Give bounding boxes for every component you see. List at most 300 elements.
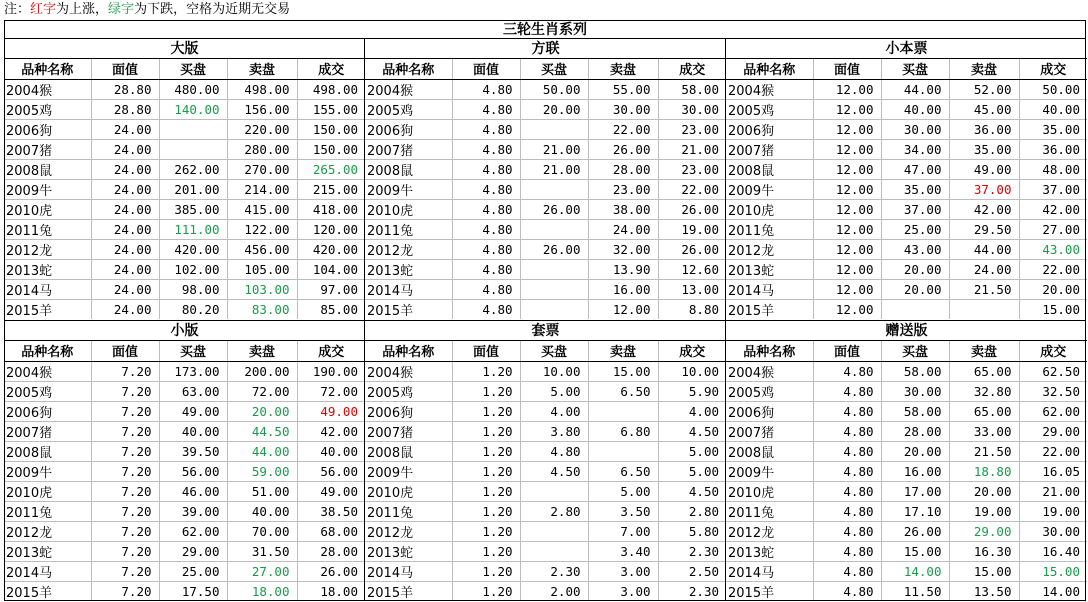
column-header: 品种名称 [4,341,91,361]
price-cell: 48.00 [1019,159,1087,179]
table-row [726,481,1087,501]
price-cell: 12.00 [813,139,881,159]
price-cell: 58.00 [658,79,726,99]
price-cell: 5.00 [520,381,588,401]
price-cell: 55.00 [588,79,658,99]
note-green-word: 绿字 [108,2,135,17]
price-cell: 42.00 [1019,199,1087,219]
table-row [4,561,365,581]
variety-name-cell: 2005鸡 [6,385,53,401]
price-cell: 62.00 [1019,401,1087,421]
price-cell: 4.80 [813,501,881,521]
variety-name-cell: 2014马 [6,283,53,299]
price-cell: 40.00 [227,501,297,521]
price-cell: 32.00 [588,239,658,259]
variety-name-cell: 2014马 [367,565,414,581]
price-cell: 418.00 [297,199,365,219]
price-cell: 24.00 [91,199,159,219]
table-row [4,581,365,601]
column-header: 成交 [1019,59,1087,79]
price-cell: 62.00 [159,521,227,541]
price-cell: 44.00 [227,441,297,461]
column-header: 品种名称 [726,59,813,79]
price-cell: 13.50 [949,581,1019,601]
price-table [4,341,365,601]
price-cell: 4.80 [813,421,881,441]
price-cell: 111.00 [159,219,227,239]
block-xiaobenpiao [726,39,1087,319]
price-cell: 29.00 [1019,421,1087,441]
variety-name-cell: 2010虎 [6,203,53,219]
table-row [4,299,365,319]
column-header: 面值 [452,341,520,361]
variety-name-cell: 2005鸡 [728,385,775,401]
price-cell: 30.00 [1019,521,1087,541]
price-cell: 480.00 [159,79,227,99]
price-cell: 12.00 [813,219,881,239]
variety-name-cell: 2009牛 [728,183,775,199]
price-cell: 24.00 [91,279,159,299]
price-cell: 6.50 [588,461,658,481]
variety-name-cell: 2010虎 [728,485,775,501]
price-cell: 43.00 [881,239,949,259]
variety-name-cell: 2005鸡 [728,103,775,119]
price-cell: 1.20 [452,541,520,561]
column-header: 买盘 [881,341,949,361]
variety-name-cell: 2006狗 [6,123,53,139]
block-title: 大版 [4,39,365,59]
variety-name-cell: 2009牛 [367,183,414,199]
price-cell: 3.80 [520,421,588,441]
price-cell: 2.50 [658,561,726,581]
price-cell: 4.80 [452,279,520,299]
variety-name-cell: 2011兔 [6,223,53,239]
variety-name-cell: 2012龙 [6,243,53,259]
price-cell: 18.80 [949,461,1019,481]
variety-name-cell: 2012龙 [6,525,53,541]
price-cell: 13.90 [588,259,658,279]
price-cell: 14.00 [881,561,949,581]
price-cell: 52.00 [949,79,1019,99]
variety-name-cell: 2013蛇 [367,545,414,561]
price-cell: 3.40 [588,541,658,561]
price-cell: 420.00 [159,239,227,259]
legend-note [4,1,290,19]
price-cell: 104.00 [297,259,365,279]
variety-name-cell: 2006狗 [728,123,775,139]
price-cell: 63.00 [159,381,227,401]
price-cell: 26.00 [520,239,588,259]
price-cell: 58.00 [881,361,949,381]
column-header: 买盘 [520,341,588,361]
price-cell: 1.20 [452,581,520,601]
price-cell: 29.50 [949,219,1019,239]
price-cell: 5.90 [658,381,726,401]
price-cell: 5.00 [588,481,658,501]
variety-name-cell: 2004猴 [728,365,775,381]
price-cell: 5.80 [658,521,726,541]
price-cell: 21.00 [520,139,588,159]
price-cell: 39.50 [159,441,227,461]
table-row [365,79,726,99]
price-cell: 4.80 [813,561,881,581]
variety-name-cell: 2014马 [367,283,414,299]
price-cell: 49.00 [297,401,365,421]
price-cell: 23.00 [658,119,726,139]
column-header: 面值 [452,59,520,79]
price-cell: 7.20 [91,381,159,401]
price-cell: 30.00 [588,99,658,119]
price-cell: 24.00 [91,259,159,279]
table-row [365,421,726,441]
variety-name-cell: 2009牛 [6,465,53,481]
block-dab [4,39,365,319]
price-cell: 18.00 [297,581,365,601]
price-cell: 24.00 [91,179,159,199]
price-cell: 2.30 [658,541,726,561]
variety-name-cell: 2006狗 [6,405,53,421]
price-cell: 4.50 [658,421,726,441]
price-cell: 39.00 [159,501,227,521]
price-cell [520,299,588,319]
table-row [726,361,1087,381]
price-cell: 43.00 [1019,239,1087,259]
variety-name-cell: 2009牛 [6,183,53,199]
sheet-title: 三轮生肖系列 [4,20,1086,39]
table-row [726,541,1087,561]
variety-name-cell: 2012龙 [728,243,775,259]
variety-name-cell: 2011兔 [6,505,53,521]
price-cell: 4.80 [813,441,881,461]
note-prefix: 注： [4,2,31,17]
price-cell: 4.50 [658,481,726,501]
variety-name-cell: 2010虎 [6,485,53,501]
price-cell: 17.10 [881,501,949,521]
variety-name-cell: 2007猪 [6,425,53,441]
table-row [365,401,726,421]
price-cell: 70.00 [227,521,297,541]
price-cell: 15.00 [881,541,949,561]
price-cell: 45.00 [949,99,1019,119]
note-mid-2: 为下跌，空格为近期无交易 [134,2,291,17]
variety-name-cell: 2015羊 [728,303,775,319]
price-cell: 17.50 [159,581,227,601]
price-cell: 265.00 [297,159,365,179]
variety-name-cell: 2011兔 [367,505,414,521]
price-cell: 4.80 [813,401,881,421]
variety-name-cell: 2013蛇 [728,263,775,279]
variety-name-cell: 2015羊 [367,585,414,601]
column-header: 品种名称 [365,59,452,79]
variety-name-cell: 2004猴 [728,83,775,99]
header-row [4,341,365,361]
price-cell: 20.00 [949,481,1019,501]
table-row [4,441,365,461]
column-header: 面值 [813,59,881,79]
price-cell: 80.20 [159,299,227,319]
table-row [726,219,1087,239]
price-cell: 13.00 [658,279,726,299]
price-cell: 173.00 [159,361,227,381]
price-cell: 26.00 [881,521,949,541]
price-cell: 1.20 [452,461,520,481]
variety-name-cell: 2011兔 [367,223,414,239]
price-table [726,341,1087,601]
price-cell: 35.00 [881,179,949,199]
variety-name-cell: 2012龙 [367,243,414,259]
price-cell: 26.00 [520,199,588,219]
price-cell: 22.00 [658,179,726,199]
price-cell: 4.80 [813,541,881,561]
price-cell: 32.80 [949,381,1019,401]
price-cell: 4.80 [520,441,588,461]
column-header: 面值 [91,59,159,79]
column-header: 卖盘 [588,59,658,79]
price-cell: 72.00 [227,381,297,401]
table-row [4,239,365,259]
price-cell: 12.00 [588,299,658,319]
variety-name-cell: 2011兔 [728,223,775,239]
price-cell: 3.50 [588,501,658,521]
table-row [365,219,726,239]
price-cell: 4.80 [813,381,881,401]
price-cell: 56.00 [297,461,365,481]
price-cell: 22.00 [1019,259,1087,279]
price-cell: 4.80 [813,481,881,501]
price-cell: 40.00 [881,99,949,119]
price-cell: 270.00 [227,159,297,179]
column-header: 买盘 [159,59,227,79]
column-header: 品种名称 [365,341,452,361]
price-cell: 7.20 [91,501,159,521]
table-row [365,381,726,401]
price-cell: 12.00 [813,299,881,319]
price-cell: 12.00 [813,239,881,259]
price-cell: 32.50 [1019,381,1087,401]
price-cell: 33.00 [949,421,1019,441]
column-header: 面值 [813,341,881,361]
table-row [726,581,1087,601]
price-cell: 7.20 [91,481,159,501]
table-row [365,119,726,139]
section-divider [4,320,1086,321]
price-cell: 23.00 [658,159,726,179]
price-cell: 12.00 [813,259,881,279]
price-cell: 21.00 [1019,481,1087,501]
price-cell: 46.00 [159,481,227,501]
price-cell: 24.00 [91,219,159,239]
table-row [4,279,365,299]
price-cell: 24.00 [91,139,159,159]
price-cell: 12.00 [813,159,881,179]
price-cell [520,219,588,239]
price-cell: 24.00 [588,219,658,239]
price-cell: 200.00 [227,361,297,381]
price-cell: 35.00 [1019,119,1087,139]
price-cell: 30.00 [881,381,949,401]
variety-name-cell: 2007猪 [728,425,775,441]
price-cell: 1.20 [452,481,520,501]
variety-name-cell: 2007猪 [6,143,53,159]
price-cell: 12.60 [658,259,726,279]
price-cell: 20.00 [881,259,949,279]
price-cell: 21.50 [949,441,1019,461]
price-cell: 37.00 [949,179,1019,199]
price-cell: 25.00 [159,561,227,581]
price-cell: 7.20 [91,561,159,581]
price-cell: 156.00 [227,99,297,119]
variety-name-cell: 2011兔 [728,505,775,521]
header-row [726,341,1087,361]
table-row [365,461,726,481]
price-cell: 3.00 [588,581,658,601]
price-cell: 1.20 [452,421,520,441]
column-header: 买盘 [159,341,227,361]
table-row [365,361,726,381]
variety-name-cell: 2015羊 [6,303,53,319]
price-cell: 14.00 [1019,581,1087,601]
variety-name-cell: 2009牛 [367,465,414,481]
price-cell: 201.00 [159,179,227,199]
variety-name-cell: 2014马 [728,283,775,299]
price-cell: 20.00 [1019,279,1087,299]
price-cell: 37.00 [881,199,949,219]
price-cell: 150.00 [297,119,365,139]
price-cell: 7.20 [91,421,159,441]
price-cell: 15.00 [1019,299,1087,319]
price-cell [881,299,949,319]
price-cell: 36.00 [949,119,1019,139]
variety-name-cell: 2012龙 [367,525,414,541]
table-row [4,421,365,441]
table-row [4,381,365,401]
price-table [726,59,1087,319]
price-cell: 2.80 [658,501,726,521]
table-row [365,299,726,319]
price-cell: 42.00 [949,199,1019,219]
price-cell: 24.00 [91,299,159,319]
price-cell: 28.00 [588,159,658,179]
price-cell: 12.00 [813,99,881,119]
table-row [726,259,1087,279]
column-header: 卖盘 [588,341,658,361]
variety-name-cell: 2012龙 [728,525,775,541]
variety-name-cell: 2014马 [728,565,775,581]
price-cell: 24.00 [91,159,159,179]
price-cell: 38.50 [297,501,365,521]
price-cell: 4.80 [452,199,520,219]
variety-name-cell: 2010虎 [367,485,414,501]
price-cell: 36.00 [1019,139,1087,159]
table-row [365,179,726,199]
table-row [365,259,726,279]
price-cell: 4.00 [520,401,588,421]
table-row [365,159,726,179]
column-header: 卖盘 [227,59,297,79]
price-cell: 498.00 [227,79,297,99]
table-row [4,159,365,179]
price-cell: 56.00 [159,461,227,481]
price-cell: 47.00 [881,159,949,179]
price-cell [159,139,227,159]
variety-name-cell: 2005鸡 [367,103,414,119]
price-cell: 37.00 [1019,179,1087,199]
variety-name-cell: 2010虎 [367,203,414,219]
column-header: 成交 [297,59,365,79]
variety-name-cell: 2006狗 [367,123,414,139]
variety-name-cell: 2009牛 [728,465,775,481]
block-xiaoban [4,321,365,601]
price-cell: 17.00 [881,481,949,501]
price-cell: 22.00 [588,119,658,139]
variety-name-cell: 2008鼠 [728,163,775,179]
variety-name-cell: 2013蛇 [728,545,775,561]
table-row [4,139,365,159]
table-row [365,279,726,299]
table-row [726,401,1087,421]
price-cell: 120.00 [297,219,365,239]
price-cell: 85.00 [297,299,365,319]
price-cell: 456.00 [227,239,297,259]
price-cell: 28.80 [91,99,159,119]
table-row [4,179,365,199]
price-cell: 420.00 [297,239,365,259]
price-cell [588,441,658,461]
price-cell: 72.00 [297,381,365,401]
price-cell: 19.00 [949,501,1019,521]
table-row [365,139,726,159]
price-cell: 20.00 [881,279,949,299]
variety-name-cell: 2004猴 [6,365,53,381]
price-cell: 15.00 [1019,561,1087,581]
price-cell: 1.20 [452,381,520,401]
price-cell: 4.80 [452,99,520,119]
block-zengsongban [726,321,1087,601]
table-row [4,119,365,139]
price-cell: 28.00 [297,541,365,561]
table-row [726,501,1087,521]
table-row [726,561,1087,581]
price-cell: 65.00 [949,401,1019,421]
price-cell: 4.80 [452,239,520,259]
price-cell: 1.20 [452,501,520,521]
price-cell: 262.00 [159,159,227,179]
price-cell: 385.00 [159,199,227,219]
price-cell: 7.20 [91,541,159,561]
price-cell: 12.00 [813,119,881,139]
table-row [4,361,365,381]
price-cell: 26.00 [658,239,726,259]
price-cell: 26.00 [658,199,726,219]
price-cell: 24.00 [91,239,159,259]
table-row [726,179,1087,199]
table-row [365,521,726,541]
price-cell: 5.00 [658,461,726,481]
price-cell: 12.00 [813,279,881,299]
price-cell: 155.00 [297,99,365,119]
price-cell [520,179,588,199]
price-cell: 7.20 [91,461,159,481]
table-row [726,199,1087,219]
price-cell: 190.00 [297,361,365,381]
price-cell: 4.80 [452,159,520,179]
block-title: 小版 [4,321,365,341]
price-cell: 5.00 [658,441,726,461]
price-cell [520,541,588,561]
price-cell: 44.00 [949,239,1019,259]
column-header: 成交 [658,341,726,361]
price-cell: 1.20 [452,361,520,381]
